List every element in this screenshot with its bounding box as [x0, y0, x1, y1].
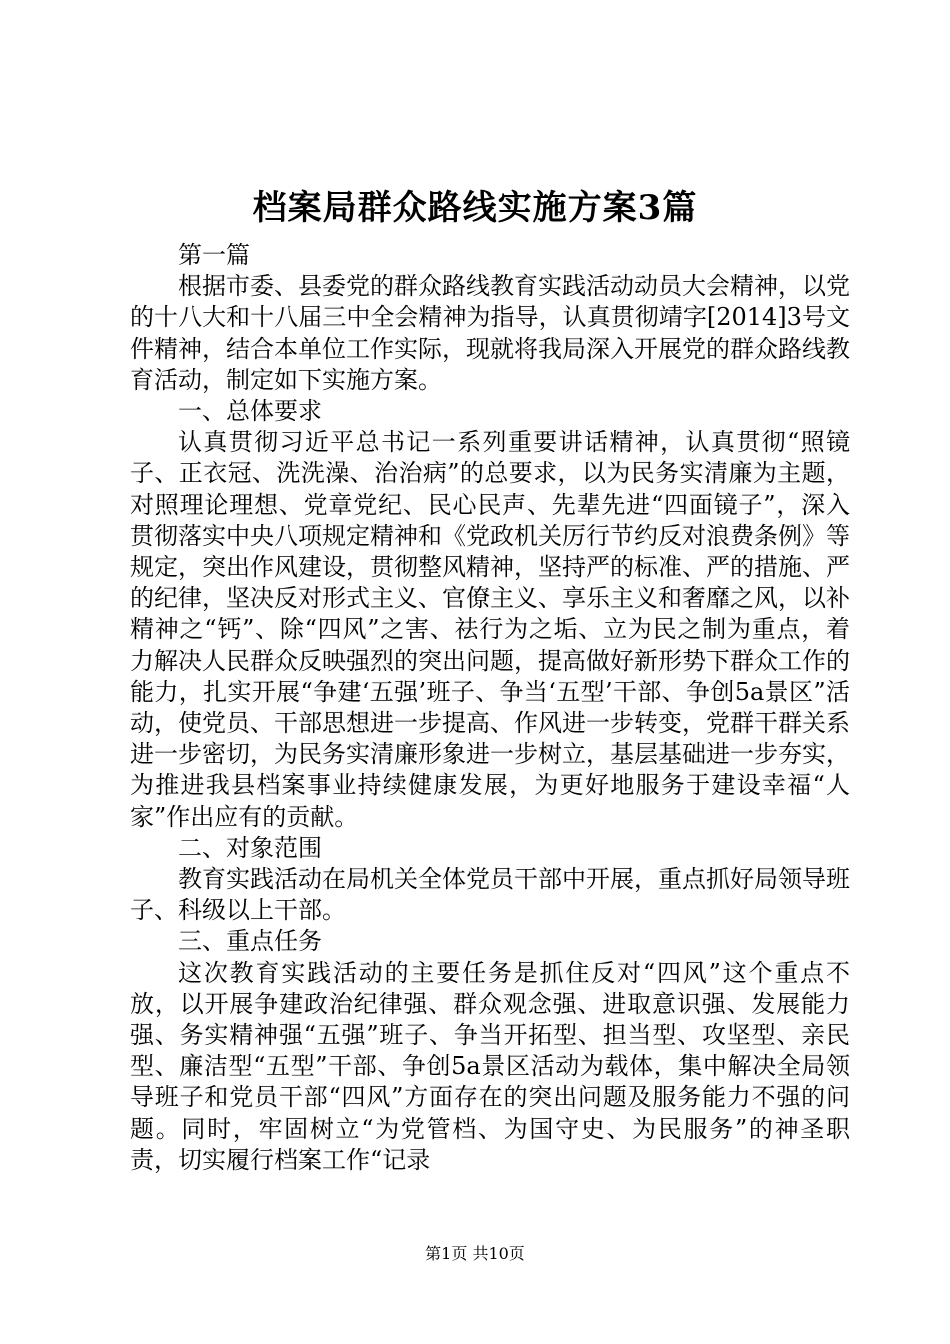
document-body	[130, 240, 850, 1176]
section-heading-key-tasks: 三、重点任务	[178, 927, 322, 956]
section-label-part-one: 第一篇	[178, 241, 250, 269]
section-heading-general-requirements: 一、总体要求	[178, 397, 322, 426]
key-tasks-paragraph: 这次教育实践活动的主要任务是抓住反对“四风”这个重点不放，以开展争建政治纪律强、群众观念强、进取意识强、发展能力强、务实精神强“五强”班子、争当开拓型、担当型、攻坚型、亲民型、廉洁型“五型”干部、争创5a景区活动为载体，集中解决全局领导班子和党员干部“四风”方面存在的突出问题及服务能力不强的问题。同时，牢固树立“为党管档、为国守史、为民服务”的神圣职责，切实履行档案工作“记录	[130, 958, 850, 1174]
document-title: 档案局群众路线实施方案3篇	[252, 188, 698, 228]
page-number-footer: 第1页 共10页	[425, 1244, 525, 1263]
scope-paragraph: 教育实践活动在局机关全体党员干部中开展，重点抓好局领导班子、科级以上干部。	[130, 865, 850, 925]
general-requirements-paragraph: 认真贯彻习近平总书记一系列重要讲话精神，认真贯彻“照镜子、正衣冠、洗洗澡、治治病”的总要求，以为民务实清廉为主题，对照理论理想、党章党纪、民心民声、先辈先进“四面镜子”，深入贯彻落实中央八项规定精神和《党政机关厉行节约反对浪费条例》等规定，突出作风建设，贯彻整风精神，坚持严的标准、严的措施、严的纪律，坚决反对形式主义、官僚主义、享乐主义和奢靡之风，以补精神之“钙”、除“四风”之害、祛行为之垢、立为民之制为重点，着力解决人民群众反映强烈的突出问题，提高做好新形势下群众工作的能力，扎实开展“争建‘五强’班子、争当‘五型’干部、争创5a景区”活动，使党员、干部思想进一步提高、作风进一步转变，党群干群关系进一步密切，为民务实清廉形象进一步树立，基层基础进一步夯实，为推进我县档案事业持续健康发展，为更好地服务于建设幸福“人家”作出应有的贡献。	[130, 428, 850, 831]
section-heading-scope: 二、对象范围	[178, 833, 322, 862]
intro-paragraph: 根据市委、县委党的群众路线教育实践活动动员大会精神，以党的十八大和十八届三中全会精神为指导，认真贯彻靖字[2014]3号文件精神，结合本单位工作实际，现就将我局深入开展党的群众路线教育活动，制定如下实施方案。	[130, 272, 850, 394]
